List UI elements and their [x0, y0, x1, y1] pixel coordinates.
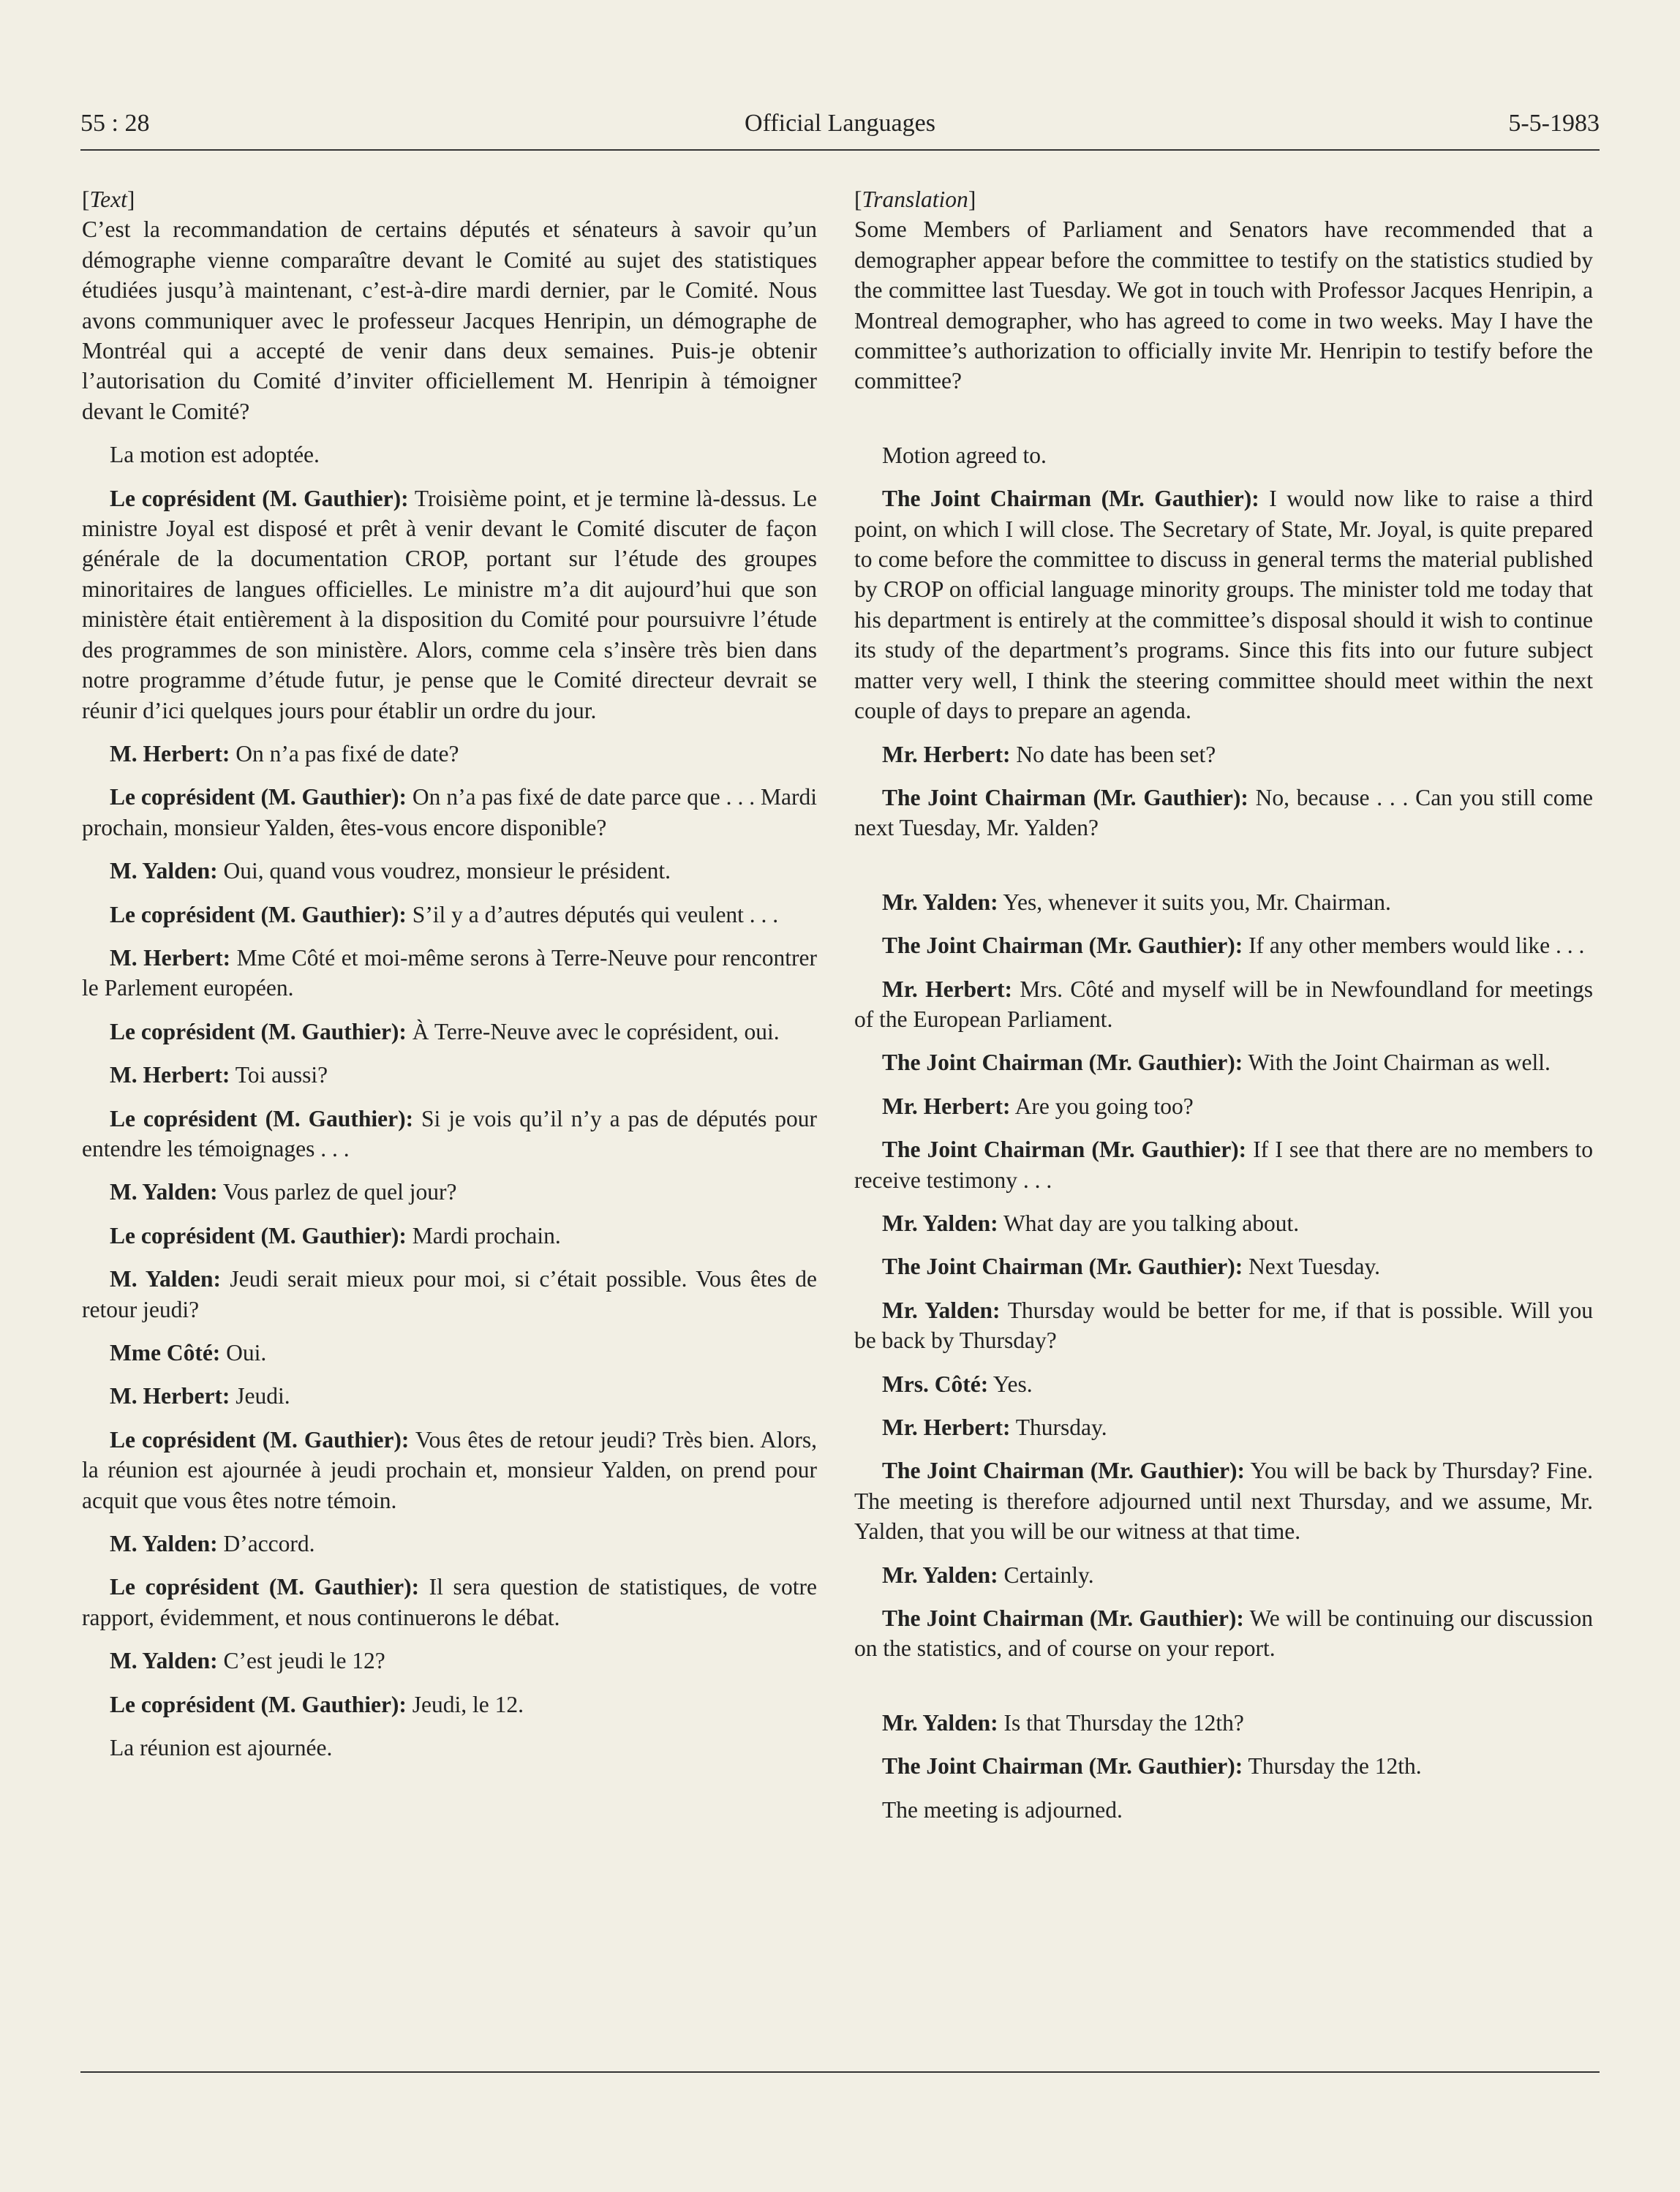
transcript-paragraph — [854, 1455, 1593, 1546]
transcript-paragraph — [854, 1560, 1593, 1590]
spacer — [82, 1047, 817, 1060]
header-date: 5-5-1983 — [1508, 110, 1600, 137]
speaker-name: The Joint Chairman (Mr. Gauthier): — [882, 1605, 1244, 1632]
speaker-name: Mr. Yalden: — [882, 1562, 998, 1588]
transcript-paragraph — [854, 1208, 1593, 1238]
transcript-paragraph — [82, 440, 817, 470]
transcript-paragraph — [82, 1338, 817, 1368]
spacer — [82, 930, 817, 943]
transcript-paragraph — [82, 483, 817, 726]
spacer — [82, 1412, 817, 1425]
speaker-name: Le coprésident (M. Gauthier): — [110, 1574, 420, 1600]
speech-text: La réunion est ajournée. — [110, 1735, 333, 1761]
speech-text: Il sera question de statistiques, de votre rapport, évidemment, et nous continuerons le débat. — [82, 1574, 817, 1630]
speech-text: Mardi prochain. — [406, 1222, 561, 1248]
speaker-name: Mme Côté: — [110, 1340, 221, 1366]
speaker-name: Mr. Yalden: — [882, 1297, 1001, 1323]
speech-text: You will be back by Thursday? Fine. The meeting is therefore adjourned until next Thursday, and we assume, Mr. Yalden, that you will be our witness at that time. — [854, 1458, 1594, 1545]
spacer — [854, 396, 1593, 440]
spacer — [854, 1121, 1593, 1134]
transcript-paragraph — [854, 1369, 1593, 1399]
speaker-name: M. Herbert: — [110, 944, 231, 971]
spacer — [82, 1325, 817, 1338]
transcript-paragraph — [854, 1412, 1593, 1442]
transcript-paragraph — [854, 974, 1593, 1035]
speech-text: Thursday. — [1010, 1415, 1107, 1440]
column-tag-label: Translation — [862, 187, 968, 212]
header-rule — [80, 149, 1600, 151]
spacer — [82, 886, 817, 900]
speech-text: Oui. — [220, 1340, 267, 1366]
transcript-paragraph — [82, 1177, 817, 1207]
transcript-paragraph — [82, 1221, 817, 1251]
transcript-paragraph — [82, 1264, 817, 1325]
transcript-paragraph — [82, 1017, 817, 1047]
transcript-paragraph — [82, 856, 817, 886]
spacer — [854, 1664, 1593, 1708]
transcript-paragraph — [854, 1251, 1593, 1281]
speech-text: C’est la recommandation de certains députés et sénateurs à savoir qu’un démographe vienne comparaître devant le Comité au sujet des statistiques étudiées jusqu’à maintenant, c’est-à-dire mardi dernier, par le Comité. Nous avons communiquer avec le professeur Jacques Henripin, un démographe de Montréal qui a accepté de venir dans deux semaines. Puis-je obtenir l’autorisation du Comité d’inviter officiellement M. Henripin à témoigner devant le Comité? — [82, 216, 817, 424]
speech-text: The meeting is adjourned. — [882, 1796, 1123, 1823]
speaker-name: Le coprésident (M. Gauthier): — [110, 485, 409, 511]
spacer — [82, 1091, 817, 1104]
page-number: 55 : 28 — [80, 110, 150, 137]
transcript-paragraph — [82, 739, 817, 769]
transcript-paragraph — [854, 483, 1593, 726]
speaker-name: Le coprésident (M. Gauthier): — [110, 784, 407, 810]
speaker-name: Le coprésident (M. Gauthier): — [110, 1105, 414, 1131]
spacer — [854, 1078, 1593, 1091]
spacer — [854, 1782, 1593, 1795]
spacer — [854, 1399, 1593, 1412]
transcript-paragraph — [82, 782, 817, 843]
speech-text: Yes. — [988, 1371, 1033, 1397]
speech-text: No, because . . . Can you still come next Tuesday, Mr. Yalden? — [854, 784, 1593, 841]
spacer — [82, 1251, 817, 1264]
transcript-paragraph — [854, 1295, 1593, 1356]
speech-text: À Terre-Neuve avec le coprésident, oui. — [406, 1018, 780, 1044]
transcript-paragraph — [82, 1733, 817, 1763]
spacer — [82, 1676, 817, 1690]
english-column — [854, 184, 1593, 1825]
speech-text: Troisième point, et je termine là-dessus. Le ministre Joyal est disposé et prêt à venir devant le Comité discuter de façon générale de la documentation CROP, portant sur l’étude des groupes minoritaires de langues officielles. Le ministre m’a dit aujourd’hui que son ministère était entièrement à la disposition du Comité pour poursuivre l’étude des programmes de son ministère. Alors, comme cela s’insère très bien dans notre programme d’étude futur, je pense que le Comité directeur devrait se réunir d’ici quelques jours pour établir un ordre du jour. — [82, 485, 817, 723]
speech-text: I would now like to raise a third point, on which I will close. The Secretary of State, Mr. Joyal, is quite prepared to come before the committee to discuss in general terms the material published by CROP on official language minority groups. The minister told me today that his department is entirely at the committee’s disposal should it wish to continue its study of the department’s programs. Since this fits into our future subject matter very well, I think the steering committee should meet within the next couple of days to prepare an agenda. — [854, 486, 1593, 724]
speech-text: C’est jeudi le 12? — [217, 1648, 385, 1674]
transcript-paragraph — [82, 1060, 817, 1090]
speaker-name: Mrs. Côté: — [882, 1371, 989, 1397]
speech-text: Vous êtes de retour jeudi? Très bien. Alors, la réunion est ajournée à jeudi prochain et, monsieur Yalden, on prend pour acquit que vous êtes notre témoin. — [82, 1426, 817, 1513]
speech-text: Toi aussi? — [230, 1062, 328, 1088]
spacer — [82, 843, 817, 856]
spacer — [854, 1738, 1593, 1751]
speaker-name: Le coprésident (M. Gauthier): — [110, 1426, 410, 1453]
speaker-name: The Joint Chairman (Mr. Gauthier): — [882, 486, 1259, 512]
transcript-paragraph — [854, 1047, 1593, 1077]
spacer — [854, 470, 1593, 483]
transcript-paragraph — [854, 783, 1593, 843]
speech-text: D’accord. — [217, 1531, 315, 1557]
speech-text: Next Tuesday. — [1243, 1254, 1381, 1280]
spacer — [82, 726, 817, 739]
speaker-name: Mr. Herbert: — [882, 1415, 1011, 1440]
speech-text: Jeudi serait mieux pour moi, si c’était possible. Vous êtes de retour jeudi? — [82, 1266, 817, 1322]
spacer — [82, 426, 817, 440]
transcript-paragraph — [82, 1690, 817, 1720]
spacer — [854, 1547, 1593, 1560]
speaker-name: Le coprésident (M. Gauthier): — [110, 1018, 407, 1044]
spacer — [82, 1515, 817, 1529]
speech-text: Are you going too? — [1010, 1093, 1194, 1119]
speech-text: No date has been set? — [1010, 741, 1216, 767]
transcript-paragraph — [854, 887, 1593, 917]
column-tag-label: Text — [89, 187, 127, 212]
speaker-name: The Joint Chairman (Mr. Gauthier): — [882, 1753, 1243, 1779]
transcript-paragraph — [854, 930, 1593, 960]
spacer — [82, 1368, 817, 1381]
transcript-paragraph — [854, 1603, 1593, 1664]
speech-text: Some Members of Parliament and Senators have recommended that a demographer appear before the committee to testify on the statistics studied by the committee last Tuesday. We got in touch with Professor Jacques Henripin, a Montreal demographer, who has agreed to come in two weeks. May I have the committee’s authorization to officially invite Mr. Henripin to testify before the committee? — [854, 216, 1593, 394]
transcript-paragraph — [82, 1381, 817, 1411]
transcript-paragraph — [854, 1134, 1593, 1195]
speech-text: Mrs. Côté and myself will be in Newfoundland for meetings of the European Parliament. — [854, 976, 1593, 1032]
speech-text: Vous parlez de quel jour? — [217, 1179, 457, 1205]
speaker-name: M. Yalden: — [110, 1266, 222, 1292]
speaker-name: Mr. Herbert: — [882, 1093, 1011, 1119]
speaker-name: The Joint Chairman (Mr. Gauthier): — [882, 784, 1248, 810]
french-column — [82, 184, 817, 1763]
transcript-paragraph — [82, 900, 817, 930]
speaker-name: M. Herbert: — [110, 740, 230, 767]
speech-text: Si je vois qu’il n’y a pas de députés pour entendre les témoignages . . . — [82, 1105, 817, 1161]
transcript-paragraph — [854, 1795, 1593, 1825]
spacer — [82, 1208, 817, 1221]
speech-text: Thursday would be better for me, if that is possible. Will you be back by Thursday? — [854, 1297, 1593, 1354]
transcript-paragraph — [854, 214, 1593, 396]
transcript-paragraph — [854, 440, 1593, 470]
speech-text: On n’a pas fixé de date? — [230, 740, 459, 767]
transcript-paragraph — [854, 1751, 1593, 1781]
spacer — [82, 769, 817, 782]
speaker-name: M. Yalden: — [110, 1648, 218, 1674]
spacer — [854, 1195, 1593, 1208]
transcript-paragraph — [82, 943, 817, 1003]
spacer — [854, 1282, 1593, 1295]
page-header — [80, 110, 1600, 148]
speaker-name: Le coprésident (M. Gauthier): — [110, 1691, 407, 1717]
speaker-name: The Joint Chairman (Mr. Gauthier): — [882, 1050, 1243, 1076]
speech-text: Jeudi, le 12. — [406, 1691, 524, 1717]
speech-text: On n’a pas fixé de date parce que . . . Mardi prochain, monsieur Yalden, êtes-vous encore disponible? — [82, 784, 818, 840]
spacer — [854, 1238, 1593, 1251]
speech-text: Thursday the 12th. — [1243, 1753, 1422, 1779]
spacer — [854, 1034, 1593, 1047]
speech-text: What day are you talking about. — [998, 1210, 1300, 1236]
speaker-name: M. Herbert: — [110, 1383, 230, 1409]
transcript-paragraph — [82, 214, 817, 426]
speaker-name: The Joint Chairman (Mr. Gauthier): — [882, 1137, 1247, 1163]
spacer — [854, 843, 1593, 887]
column-tag: [Translation] — [854, 187, 976, 212]
speech-text: Motion agreed to. — [882, 442, 1047, 468]
transcript-paragraph — [854, 739, 1593, 769]
transcript-paragraph — [82, 1104, 817, 1164]
speaker-name: Le coprésident (M. Gauthier): — [110, 1222, 407, 1248]
spacer — [854, 1590, 1593, 1603]
speaker-name: Mr. Yalden: — [882, 1210, 998, 1236]
speech-text: We will be continuing our discussion on the statistics, and of course on your report. — [854, 1605, 1593, 1662]
spacer — [82, 1003, 817, 1017]
speech-text: If I see that there are no members to receive testimony . . . — [854, 1137, 1594, 1193]
transcript-paragraph — [82, 1529, 817, 1559]
speech-text: With the Joint Chairman as well. — [1243, 1050, 1551, 1076]
speaker-name: Mr. Herbert: — [882, 741, 1011, 767]
speaker-name: The Joint Chairman (Mr. Gauthier): — [882, 1254, 1243, 1280]
spacer — [82, 1632, 817, 1646]
transcript-paragraph — [82, 1646, 817, 1676]
speech-text: La motion est adoptée. — [110, 442, 320, 468]
transcript-paragraph — [854, 1091, 1593, 1121]
speaker-name: The Joint Chairman (Mr. Gauthier): — [882, 933, 1243, 959]
transcript-paragraph — [82, 1572, 817, 1632]
spacer — [854, 961, 1593, 974]
speaker-name: M. Yalden: — [110, 1179, 218, 1205]
spacer — [854, 1356, 1593, 1369]
speaker-name: Le coprésident (M. Gauthier): — [110, 901, 407, 927]
speaker-name: Mr. Yalden: — [882, 1709, 998, 1736]
spacer — [82, 1559, 817, 1572]
transcript-paragraph — [82, 1425, 817, 1515]
transcript-paragraph — [854, 1708, 1593, 1738]
speech-text: S’il y a d’autres députés qui veulent . . . — [406, 901, 779, 927]
speech-text: Jeudi. — [230, 1383, 290, 1409]
spacer — [82, 1164, 817, 1177]
spacer — [854, 769, 1593, 783]
footer-rule — [80, 2071, 1600, 2073]
speech-text: Is that Thursday the 12th? — [998, 1709, 1244, 1736]
speech-text: Mme Côté et moi-même serons à Terre-Neuve pour rencontrer le Parlement européen. — [82, 944, 818, 1001]
speaker-name: M. Yalden: — [110, 1531, 218, 1557]
speech-text: If any other members would like . . . — [1243, 933, 1585, 959]
speaker-name: Mr. Yalden: — [882, 889, 998, 915]
speech-text: Oui, quand vous voudrez, monsieur le président. — [217, 858, 671, 884]
speech-text: Certainly. — [998, 1562, 1094, 1588]
column-tag: [Text] — [82, 187, 135, 212]
spacer — [854, 1442, 1593, 1455]
speaker-name: Mr. Herbert: — [882, 976, 1012, 1002]
spacer — [82, 470, 817, 483]
spacer — [854, 726, 1593, 739]
speaker-name: M. Herbert: — [110, 1062, 230, 1088]
spacer — [82, 1720, 817, 1733]
running-title: Official Languages — [745, 110, 935, 137]
speaker-name: The Joint Chairman (Mr. Gauthier): — [882, 1458, 1246, 1484]
speech-text: Yes, whenever it suits you, Mr. Chairman. — [998, 889, 1391, 915]
spacer — [854, 917, 1593, 930]
speaker-name: M. Yalden: — [110, 858, 218, 884]
